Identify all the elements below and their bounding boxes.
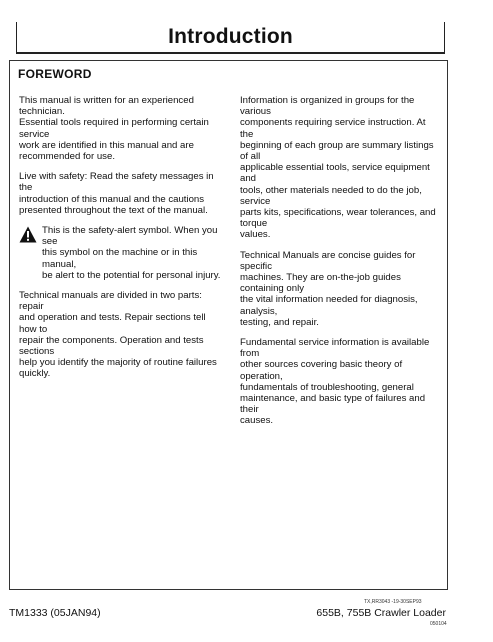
right-column <box>240 95 440 436</box>
manual-number: TM1333 (05JAN94) <box>9 607 101 619</box>
technical-manuals-paragraph: Technical Manuals are concise guides for specific machines. They are on-the-job guides containing only the vital information needed for diagnosis, analysis, testing, and repair. <box>240 249 418 328</box>
intro-paragraph: This manual is written for an experienced technician. Essential tools required in performing certain service work are identified in this manual and are recommended for use. <box>19 95 209 163</box>
fundamental-info-paragraph: Fundamental service information is available from other sources covering basic theory of operation, fundamentals of troubleshooting, general maintenance, and basic type of failures and their causes. <box>240 337 430 427</box>
safety-alert-block <box>19 225 224 281</box>
page-code: 050104 <box>430 621 447 627</box>
title-underline <box>16 52 445 54</box>
page-title: Introduction <box>168 25 293 48</box>
organization-paragraph: Information is organized in groups for the various components requiring service instruction. At the beginning of each group are summary listings of all applicable essential tools, service equipment and tools, other materials needed to do the job, service parts kits, specifications, wear tolerances, and torque values. <box>240 95 436 241</box>
section-heading: FOREWORD <box>18 67 92 81</box>
manual-parts-paragraph: Technical manuals are divided in two parts: repair and operation and tests. Repair sections tell how to repair the components. Operation and tests sections help you identify the majority of routine failures quickly. <box>19 290 217 380</box>
left-column <box>19 95 224 389</box>
reference-code: TX,RR3043 -19-30SEP93 <box>364 599 422 605</box>
safety-alert-text: This is the safety-alert symbol. When you see this symbol on the machine or in this manual, be alert to the potential for personal injury. <box>42 225 221 281</box>
safety-paragraph: Live with safety: Read the safety messages in the introduction of this manual and the cautions presented throughout the text of the manual. <box>19 171 214 216</box>
safety-alert-icon <box>19 226 37 243</box>
machine-model: 655B, 755B Crawler Loader <box>316 607 446 619</box>
